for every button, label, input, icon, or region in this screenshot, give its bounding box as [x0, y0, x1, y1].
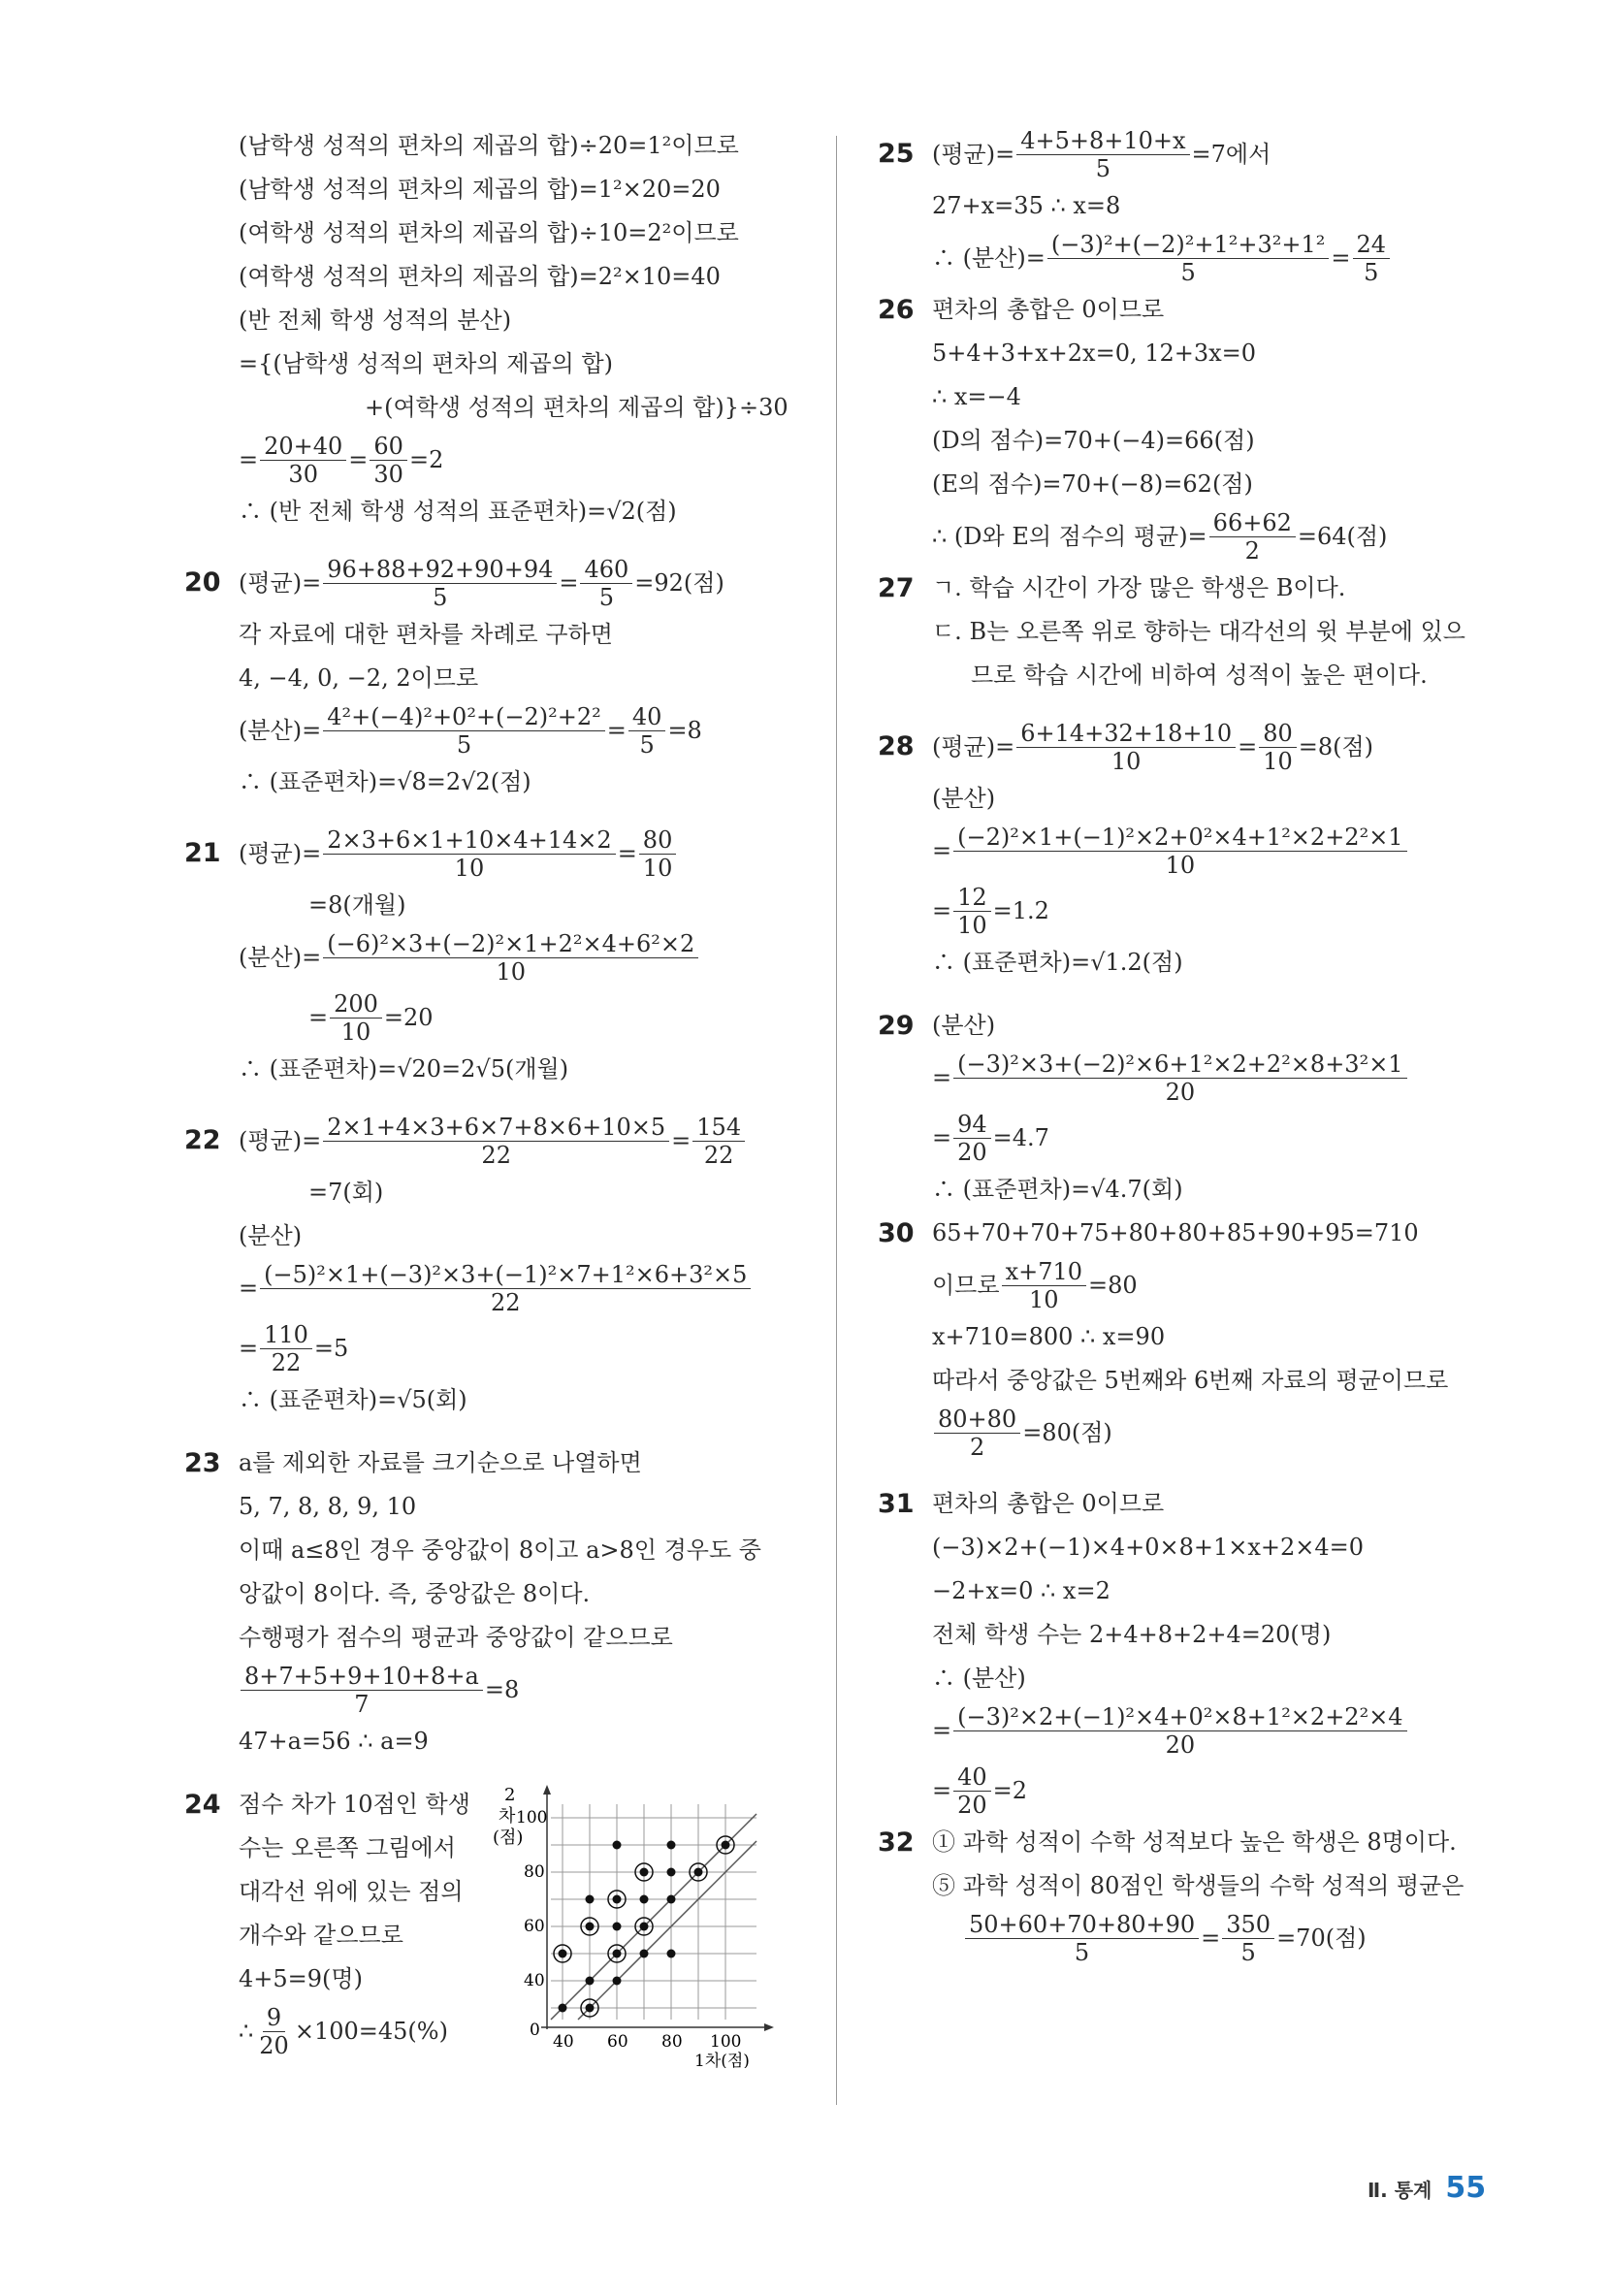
y-tick: 80 [524, 1862, 545, 1882]
text-line: =8(개월) [308, 891, 406, 919]
text-line: 점수 차가 10점인 학생 [239, 1791, 470, 1818]
problem-number: 30 [878, 1218, 915, 1248]
right-column [878, 124, 1479, 1968]
fraction: $\frac{200}{10}$ [330, 990, 382, 1046]
fraction-line: $\frac{50+60+70+80+90}{5}$ = $\frac{350}{5}$ =70(점) [932, 1908, 1479, 1968]
text-line: 므로 학습 시간에 비하여 성적이 높은 편이다. [971, 662, 1428, 689]
fraction: $\frac{20+40}{30}$ [260, 433, 346, 488]
left-column [184, 124, 805, 2068]
text-line: (남학생 성적의 편차의 제곱의 합)÷20=1²이므로 [239, 132, 739, 159]
text-line: ∴ (표준편차)=√1.2(점) [932, 949, 1183, 976]
fraction-line: = $\frac{110}{22}$ =5 [239, 1320, 349, 1376]
y-tick: 100 [516, 1808, 548, 1827]
fraction: $\frac{\text{(−3)²+(−2)²+1²+3²+1²}}{5}$ [1047, 231, 1330, 286]
fraction: $\frac{\text{(−3)²×3+(−2)²×6+1²×2+2²×8+3²×1}}{20}$ [953, 1051, 1406, 1106]
text-line: 대각선 위에 있는 점의 [239, 1878, 464, 1905]
text-line: x+710=800 ∴ x=90 [932, 1323, 1166, 1350]
x-tick: 40 [553, 2032, 574, 2052]
x-tick: 60 [607, 2032, 628, 2052]
text-line: 개수와 같으므로 [239, 1922, 403, 1949]
x-tick: 100 [710, 2032, 742, 2052]
fraction: $\frac{66+62}{2}$ [1209, 509, 1296, 565]
fraction: $\frac{6+14+32+18+10}{10}$ [1016, 720, 1236, 775]
fraction: $\frac{x+710}{10}$ [1002, 1258, 1086, 1313]
text-line: 4, −4, 0, −2, 2이므로 [239, 664, 479, 692]
problem-number: 20 [184, 567, 221, 598]
fraction: $\frac{350}{5}$ [1222, 1911, 1274, 1966]
fraction-line: = $\frac{\text{(−3)²×3+(−2)²×6+1²×2+2²×8+3²×1}}{20}$ [932, 1048, 1479, 1108]
text-line: 이때 a≤8인 경우 중앙값이 8이고 a>8인 경우도 중 [239, 1536, 761, 1564]
problem-number: 21 [184, 838, 221, 868]
y-tick: 40 [524, 1971, 545, 1990]
text-line: ∴ (표준편차)=√8=2√2(점) [239, 768, 531, 795]
text-line: 앙값이 8이다. 즉, 중앙값은 8이다. [239, 1580, 591, 1607]
text-line: (분산) [932, 1012, 996, 1039]
text-line: (분산) [239, 1222, 303, 1249]
fraction: $\frac{80}{10}$ [639, 826, 677, 882]
fraction: $\frac{12}{10}$ [953, 884, 991, 939]
text-line: (E의 점수)=70+(−8)=62(점) [932, 470, 1253, 498]
text-line: 전체 학생 수는 2+4+8+2+4=20(명) [932, 1621, 1332, 1648]
fraction-line: 이므로 $\frac{x+710}{10}$ =80 [932, 1257, 1138, 1313]
section-label: Ⅱ. 통계 [1368, 2179, 1432, 2202]
text-line: ① 과학 성적이 수학 성적보다 높은 학생은 8명이다. [932, 1828, 1457, 1856]
fraction: $\frac{154}{22}$ [692, 1114, 745, 1169]
problem-number: 31 [878, 1489, 915, 1519]
fraction: $\frac{4+5+8+10+x}{5}$ [1016, 127, 1189, 182]
problem-24 [184, 1783, 805, 2068]
fraction-line: (평균)= $\frac{2\times 3+6\times 1+10\times 4+14\times 2}{10}$ = $\frac{80}{10}$ [239, 824, 805, 884]
text-line: =7(회) [308, 1179, 384, 1206]
fraction-line: = $\frac{\text{(−5)²×1+(−3)²×3+(−1)²×7+1²×6+3²×5}}{22}$ [239, 1258, 805, 1318]
problem-28 [878, 717, 1479, 985]
fraction: $\frac{80}{10}$ [1259, 720, 1297, 775]
fraction-line: = $\frac{\text{(−2)²×1+(−1)²×2+0²×4+1²×2+2²×1}}{10}$ [932, 821, 1479, 881]
fraction-line: ∴ (D와 E의 점수의 평균)= $\frac{66+62}{2}$ =64(점) [932, 508, 1388, 565]
fraction: $\frac{40}{20}$ [953, 1763, 991, 1819]
problem-number: 22 [184, 1125, 221, 1155]
fraction: $\frac{94}{20}$ [953, 1111, 991, 1166]
text-line: 5, 7, 8, 8, 9, 10 [239, 1493, 417, 1520]
problem-32 [878, 1821, 1479, 1968]
fraction: $\frac{\text{(−5)²×1+(−3)²×3+(−1)²×7+1²×6+3²×5}}{22}$ [260, 1261, 751, 1316]
fraction: $\frac{60}{30}$ [370, 433, 407, 488]
text-line: ∴ (반 전체 학생 성적의 표준편차)=√2(점) [239, 498, 677, 525]
problem-number: 28 [878, 731, 915, 761]
problem-26 [878, 288, 1479, 566]
problem-31 [878, 1482, 1479, 1821]
page-footer [1368, 2171, 1486, 2205]
fraction-line: (분산)= $\frac{\text{(−6)²×3+(−2)²×1+2²×4+6²×2}}{10}$ [239, 927, 805, 987]
y-axis-unit: (점) [493, 1827, 524, 1848]
text-line: (여학생 성적의 편차의 제곱의 합)÷10=2²이므로 [239, 219, 739, 246]
text-line: ∴ x=−4 [932, 383, 1021, 410]
x-axis-label: 1차(점) [694, 2052, 750, 2068]
fraction-line: ∴ $\frac{9}{20}$ ×100=45(%) [239, 2003, 448, 2059]
fraction: $\frac{8+7+5+9+10+8+a}{7}$ [241, 1663, 483, 1718]
problem-20 [184, 553, 805, 804]
text-line: ∴ (분산) [932, 1665, 1026, 1692]
text-line: 수는 오른쪽 그림에서 [239, 1834, 456, 1861]
page-number: 55 [1445, 2171, 1487, 2205]
fraction: $\frac{80+80}{2}$ [934, 1406, 1020, 1461]
fraction-line: (평균)= $\frac{2\times 1+4\times 3+6\times 7+8\times 6+10\times 5}{22}$ = $\frac{154}{22}$ [239, 1111, 805, 1171]
text-line: −2+x=0 ∴ x=2 [932, 1577, 1110, 1604]
problem-number: 24 [184, 1790, 221, 1820]
text-line: 27+x=35 ∴ x=8 [932, 192, 1121, 219]
fraction: $\frac{\text{(−3)²×2+(−1)²×4+0²×8+1²×2+2²×4}}{20}$ [953, 1703, 1406, 1759]
fraction-line: = $\frac{12}{10}$ =1.2 [932, 883, 1049, 939]
problem-25 [878, 124, 1479, 288]
text-line: 65+70+70+75+80+80+85+90+95=710 [932, 1219, 1419, 1246]
y-axis-label-cha: 차 [499, 1806, 516, 1827]
fraction-line: ∴ (분산)= $\frac{\text{(−3)²+(−2)²+1²+3²+1²}}{5}$ = $\frac{24}{5}$ [932, 228, 1479, 288]
text-line: (분산) [932, 785, 996, 812]
fraction-line: = $\frac{40}{20}$ =2 [932, 1762, 1028, 1819]
problem-29 [878, 1004, 1479, 1212]
problem-number: 32 [878, 1827, 915, 1858]
fraction-line: (평균)= $\frac{4+5+8+10+x}{5}$ =7에서 [932, 126, 1271, 182]
fraction-line: = $\frac{200}{10}$ =20 [308, 989, 434, 1046]
text-line: ⑤ 과학 성적이 80점인 학생들의 수학 성적의 평균은 [932, 1872, 1464, 1899]
problem-19-continued [184, 124, 805, 534]
text-line: (D의 점수)=70+(−4)=66(점) [932, 427, 1255, 454]
diagonal-line [578, 1841, 756, 2020]
y-axis-arrow [543, 1785, 551, 1795]
fraction: $\frac{50+60+70+80+90}{5}$ [965, 1911, 1199, 1966]
problem-number: 23 [184, 1448, 221, 1478]
fraction: $\frac{40}{5}$ [628, 703, 666, 759]
problem-number: 27 [878, 573, 915, 603]
problem-22 [184, 1111, 805, 1422]
problem-number: 29 [878, 1011, 915, 1041]
text-line: 각 자료에 대한 편차를 차례로 구하면 [239, 621, 613, 648]
fraction: $\frac{\text{4²+(−4)²+0²+(−2)²+2²}}{5}$ [323, 703, 605, 759]
fraction: $\frac{9}{20}$ [259, 2003, 289, 2059]
problem-27 [878, 566, 1479, 697]
text-line: ∴ (표준편차)=√4.7(회) [932, 1176, 1183, 1203]
fraction-line: = $\frac{94}{20}$ =4.7 [932, 1110, 1049, 1166]
fraction: $\frac{110}{22}$ [260, 1321, 312, 1376]
text-line: 5+4+3+x+2x=0, 12+3x=0 [932, 340, 1257, 367]
text-line: 47+a=56 ∴ a=9 [239, 1728, 429, 1755]
problem-21 [184, 824, 805, 1091]
text-line: a를 제외한 자료를 크기순으로 나열하면 [239, 1449, 642, 1476]
problem-number: 25 [878, 139, 915, 169]
x-axis-arrow [764, 2023, 774, 2031]
fraction: $\frac{2\times 3+6\times 1+10\times 4+14\times 2}{10}$ [323, 826, 615, 882]
fraction-line: = $\frac{\text{(−3)²×2+(−1)²×4+0²×8+1²×2+2²×4}}{20}$ [932, 1700, 1479, 1761]
text-line: 편차의 총합은 0이므로 [932, 1490, 1165, 1517]
text-line: (남학생 성적의 편차의 제곱의 합)=1²×20=20 [239, 176, 721, 203]
text-line: ={(남학생 성적의 편차의 제곱의 합) [239, 350, 614, 377]
text-line: ∴ (표준편차)=√20=2√5(개월) [239, 1055, 569, 1083]
problem-23 [184, 1441, 805, 1763]
fraction-line: $\frac{80+80}{2}$ =80(점) [932, 1403, 1479, 1463]
fraction: $\frac{2\times 1+4\times 3+6\times 7+8\times 6+10\times 5}{22}$ [323, 1114, 669, 1169]
text-line: 수행평가 점수의 평균과 중앙값이 같으므로 [239, 1624, 673, 1651]
fraction: $\frac{24}{5}$ [1353, 231, 1391, 286]
circled-point-centers [613, 1895, 622, 1904]
fraction-line: $\frac{8+7+5+9+10+8+a}{7}$ =8 [239, 1660, 805, 1720]
x-tick: 80 [661, 2032, 683, 2052]
problem-30 [878, 1212, 1479, 1463]
text-line: (반 전체 학생 성적의 분산) [239, 307, 512, 334]
text-line: ∴ (표준편차)=√5(회) [239, 1386, 467, 1413]
fraction: $\frac{\text{(−2)²×1+(−1)²×2+0²×4+1²×2+2²×1}}{10}$ [953, 824, 1406, 879]
fraction: $\frac{96+88+92+90+94}{5}$ [323, 556, 557, 611]
fraction-line: = $\frac{20+40}{30}$ = $\frac{60}{30}$ =2 [239, 432, 444, 488]
text-line: ㄱ. 학습 시간이 가장 많은 학생은 B이다. [932, 574, 1346, 601]
column-divider [836, 136, 837, 2105]
text-line: ㄷ. B는 오른쪽 위로 향하는 대각선의 윗 부분에 있으 [932, 618, 1465, 645]
fraction-line: (평균)= $\frac{6+14+32+18+10}{10}$ = $\frac{80}{10}$ =8(점) [932, 719, 1374, 775]
text-line: +(여학생 성적의 편차의 제곱의 합)}÷30 [365, 394, 788, 421]
y-tick: 60 [524, 1917, 545, 1936]
fraction-line: (평균)= $\frac{96+88+92+90+94}{5}$ = $\frac{460}{5}$ =92(점) [239, 555, 724, 611]
scatter-graph [493, 1777, 784, 2068]
origin-label: 0 [530, 2021, 540, 2040]
text-line: (여학생 성적의 편차의 제곱의 합)=2²×10=40 [239, 263, 721, 290]
fraction: $\frac{460}{5}$ [580, 556, 632, 611]
fraction-line: (분산)= $\frac{\text{4²+(−4)²+0²+(−2)²+2²}}{5}$ = $\frac{40}{5}$ =8 [239, 702, 702, 759]
problem-number: 26 [878, 295, 915, 325]
text-line: 4+5=9(명) [239, 1965, 363, 1992]
text-line: 편차의 총합은 0이므로 [932, 296, 1165, 323]
text-line: 따라서 중앙값은 5번째와 6번째 자료의 평균이므로 [932, 1367, 1449, 1394]
text-line: (−3)×2+(−1)×4+0×8+1×x+2×4=0 [932, 1534, 1364, 1561]
y-axis-label-2: 2 [504, 1785, 516, 1805]
fraction: $\frac{\text{(−6)²×3+(−2)²×1+2²×4+6²×2}}{10}$ [323, 930, 698, 986]
